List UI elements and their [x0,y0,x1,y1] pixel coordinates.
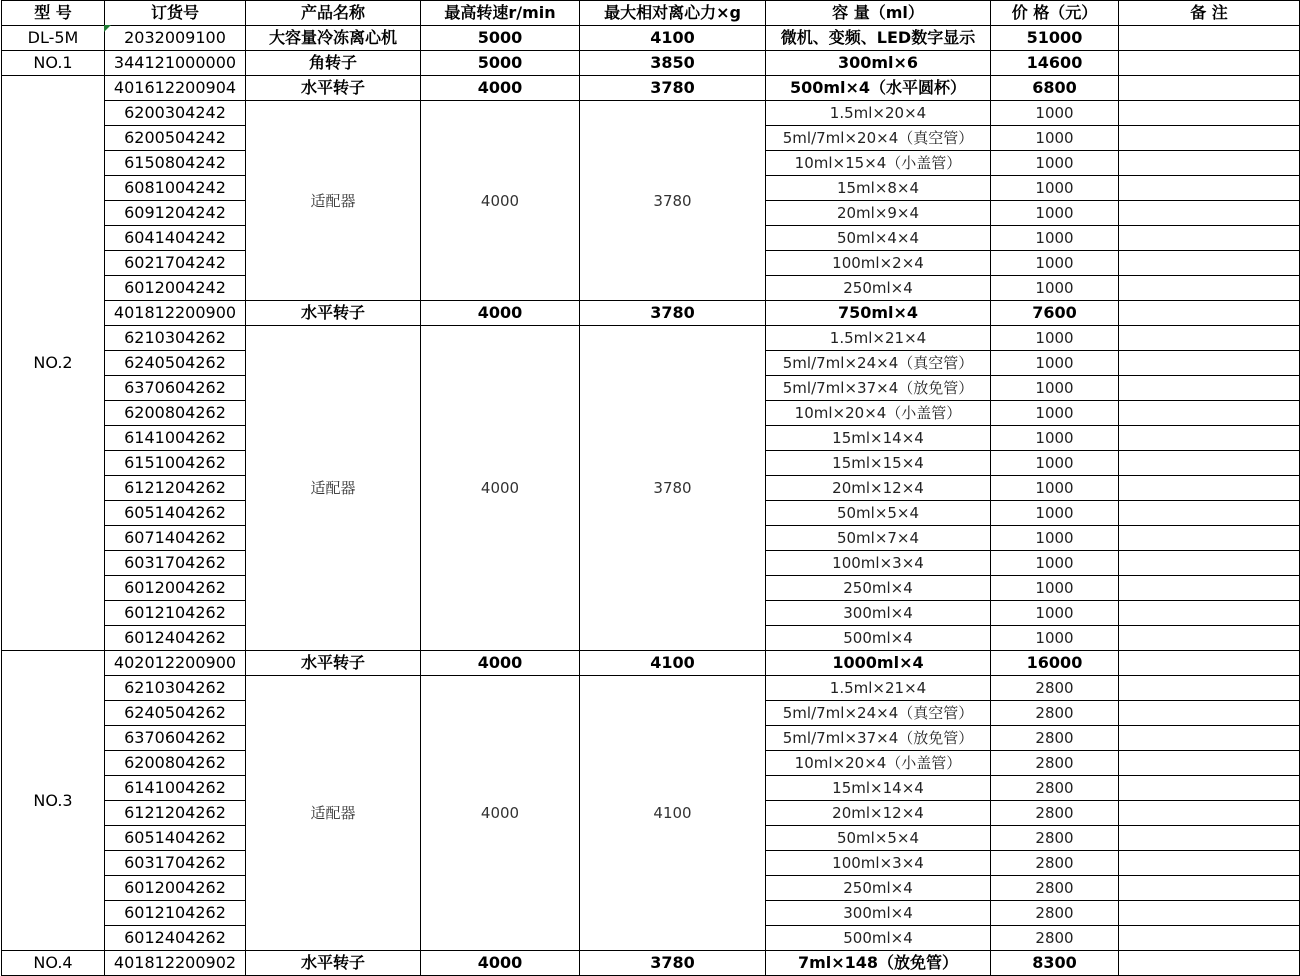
remark-cell[interactable] [1119,51,1300,76]
price-cell[interactable]: 8300 [991,951,1119,976]
header-max-rcf[interactable]: 最大相对离心力×g [580,1,766,26]
max-rcf-cell[interactable]: 3850 [580,51,766,76]
capacity-cell[interactable]: 1.5ml×21×4 [766,676,991,701]
order-no-cell[interactable]: 6091204242 [105,201,246,226]
remark-cell[interactable] [1119,701,1300,726]
capacity-cell[interactable]: 100ml×2×4 [766,251,991,276]
price-cell[interactable]: 2800 [991,926,1119,951]
price-cell[interactable]: 2800 [991,876,1119,901]
product-name-cell[interactable]: 适配器 [246,101,421,301]
table-row [2,651,1300,676]
capacity-cell[interactable]: 15ml×14×4 [766,776,991,801]
price-cell[interactable]: 1000 [991,601,1119,626]
capacity-cell[interactable]: 500ml×4（水平圆杯） [766,76,991,101]
price-cell[interactable]: 6800 [991,76,1119,101]
table-row [2,301,1300,326]
product-name-cell[interactable]: 水平转子 [246,76,421,101]
table-row [2,326,1300,351]
model-cell[interactable]: NO.4 [2,951,105,976]
header-row [2,1,1300,26]
capacity-cell[interactable]: 50ml×5×4 [766,826,991,851]
header-max-speed[interactable]: 最高转速r/min [421,1,580,26]
remark-cell[interactable] [1119,351,1300,376]
order-no-cell[interactable]: 6210304262 [105,676,246,701]
price-cell[interactable]: 1000 [991,101,1119,126]
order-no-cell[interactable]: 6370604262 [105,726,246,751]
capacity-cell[interactable]: 100ml×3×4 [766,551,991,576]
max-rcf-cell[interactable]: 3780 [580,951,766,976]
model-cell[interactable]: DL-5M [2,26,105,51]
max-rcf-cell[interactable]: 4100 [580,651,766,676]
order-no-cell[interactable]: 6012004262 [105,576,246,601]
remark-cell[interactable] [1119,251,1300,276]
order-no-cell[interactable]: 6071404262 [105,526,246,551]
capacity-cell[interactable]: 10ml×15×4（小盖管） [766,151,991,176]
order-no-cell[interactable]: 6240504262 [105,351,246,376]
max-rcf-cell[interactable]: 4100 [580,676,766,951]
capacity-cell[interactable]: 750ml×4 [766,301,991,326]
price-cell[interactable]: 2800 [991,826,1119,851]
capacity-cell[interactable]: 1.5ml×20×4 [766,101,991,126]
max-rcf-cell[interactable]: 3780 [580,301,766,326]
product-name-cell[interactable]: 适配器 [246,676,421,951]
price-cell[interactable]: 2800 [991,676,1119,701]
price-cell[interactable]: 1000 [991,401,1119,426]
capacity-cell[interactable]: 5ml/7ml×24×4（真空管） [766,701,991,726]
capacity-cell[interactable]: 300ml×4 [766,601,991,626]
remark-cell[interactable] [1119,401,1300,426]
remark-cell[interactable] [1119,201,1300,226]
product-name-cell[interactable]: 适配器 [246,326,421,651]
capacity-cell[interactable]: 500ml×4 [766,926,991,951]
order-no-cell[interactable]: 6012104262 [105,901,246,926]
table-row [2,951,1300,976]
price-cell[interactable]: 1000 [991,151,1119,176]
remark-cell[interactable] [1119,926,1300,951]
header-capacity[interactable]: 容 量（ml） [766,1,991,26]
remark-cell[interactable] [1119,376,1300,401]
capacity-cell[interactable]: 100ml×3×4 [766,851,991,876]
price-cell[interactable]: 1000 [991,576,1119,601]
table-row [2,676,1300,701]
price-cell[interactable]: 1000 [991,626,1119,651]
capacity-cell[interactable]: 5ml/7ml×37×4（放免管） [766,726,991,751]
remark-cell[interactable] [1119,126,1300,151]
order-no-cell[interactable]: 6200504242 [105,126,246,151]
max-speed-cell[interactable]: 4000 [421,676,580,951]
price-cell[interactable]: 16000 [991,651,1119,676]
remark-cell[interactable] [1119,276,1300,301]
capacity-cell[interactable]: 10ml×20×4（小盖管） [766,401,991,426]
price-cell[interactable]: 1000 [991,176,1119,201]
capacity-cell[interactable]: 250ml×4 [766,576,991,601]
price-cell[interactable]: 1000 [991,126,1119,151]
order-no-cell[interactable]: 344121000000 [105,51,246,76]
order-no-cell[interactable]: 6021704242 [105,251,246,276]
table-row [2,26,1300,51]
price-table [1,0,1300,976]
comment-indicator-icon [104,25,111,32]
price-cell[interactable]: 2800 [991,801,1119,826]
capacity-cell[interactable]: 1000ml×4 [766,651,991,676]
remark-cell[interactable] [1119,801,1300,826]
price-cell[interactable]: 1000 [991,376,1119,401]
capacity-cell[interactable]: 50ml×5×4 [766,501,991,526]
price-cell[interactable]: 2800 [991,851,1119,876]
order-no-cell[interactable]: 6012004262 [105,876,246,901]
model-cell[interactable]: NO.3 [2,651,105,951]
remark-cell[interactable] [1119,901,1300,926]
product-name-cell[interactable]: 水平转子 [246,951,421,976]
price-cell[interactable]: 1000 [991,426,1119,451]
price-cell[interactable]: 1000 [991,551,1119,576]
remark-cell[interactable] [1119,26,1300,51]
order-no-cell[interactable]: 6151004262 [105,451,246,476]
remark-cell[interactable] [1119,526,1300,551]
order-no-cell[interactable]: 6200804262 [105,401,246,426]
remark-cell[interactable] [1119,776,1300,801]
price-cell[interactable]: 1000 [991,451,1119,476]
order-no-cell[interactable]: 6031704262 [105,851,246,876]
capacity-cell[interactable]: 7ml×148（放免管） [766,951,991,976]
max-speed-cell[interactable]: 4000 [421,76,580,101]
capacity-cell[interactable]: 300ml×6 [766,51,991,76]
capacity-cell[interactable]: 微机、变频、LED数字显示 [766,26,991,51]
price-cell[interactable]: 2800 [991,901,1119,926]
order-no-cell[interactable]: 6370604262 [105,376,246,401]
order-no-cell[interactable]: 401812200900 [105,301,246,326]
capacity-cell[interactable]: 5ml/7ml×20×4（真空管） [766,126,991,151]
order-no-cell[interactable]: 6200804262 [105,751,246,776]
remark-cell[interactable] [1119,301,1300,326]
price-cell[interactable]: 2800 [991,751,1119,776]
order-no-cell[interactable]: 6031704262 [105,551,246,576]
price-cell[interactable]: 1000 [991,351,1119,376]
remark-cell[interactable] [1119,226,1300,251]
price-cell[interactable]: 1000 [991,276,1119,301]
price-cell[interactable]: 51000 [991,26,1119,51]
remark-cell[interactable] [1119,326,1300,351]
order-no-cell[interactable]: 402012200900 [105,651,246,676]
max-speed-cell[interactable]: 5000 [421,51,580,76]
remark-cell[interactable] [1119,426,1300,451]
capacity-cell[interactable]: 50ml×7×4 [766,526,991,551]
remark-cell[interactable] [1119,626,1300,651]
remark-cell[interactable] [1119,76,1300,101]
order-no-cell[interactable]: 6012104262 [105,601,246,626]
remark-cell[interactable] [1119,651,1300,676]
max-speed-cell[interactable]: 4000 [421,651,580,676]
order-no-cell[interactable]: 6012004242 [105,276,246,301]
price-cell[interactable]: 1000 [991,501,1119,526]
order-no-cell[interactable]: 6200304242 [105,101,246,126]
remark-cell[interactable] [1119,601,1300,626]
remark-cell[interactable] [1119,826,1300,851]
order-no-cell[interactable]: 6240504262 [105,701,246,726]
price-cell[interactable]: 1000 [991,526,1119,551]
order-no-cell[interactable]: 6051404262 [105,826,246,851]
table-row [2,101,1300,126]
capacity-cell[interactable]: 50ml×4×4 [766,226,991,251]
max-speed-cell[interactable]: 4000 [421,101,580,301]
remark-cell[interactable] [1119,876,1300,901]
table-row [2,76,1300,101]
price-cell[interactable]: 1000 [991,226,1119,251]
model-cell[interactable]: NO.2 [2,76,105,651]
price-cell[interactable]: 1000 [991,326,1119,351]
order-no-cell[interactable]: 6041404242 [105,226,246,251]
model-cell[interactable]: NO.1 [2,51,105,76]
order-no-cell[interactable]: 6081004242 [105,176,246,201]
max-rcf-cell[interactable]: 3780 [580,326,766,651]
order-no-cell[interactable]: 401812200902 [105,951,246,976]
order-no-cell[interactable]: 6121204262 [105,801,246,826]
capacity-cell[interactable]: 10ml×20×4（小盖管） [766,751,991,776]
remark-cell[interactable] [1119,151,1300,176]
remark-cell[interactable] [1119,576,1300,601]
capacity-cell[interactable]: 250ml×4 [766,276,991,301]
remark-cell[interactable] [1119,726,1300,751]
capacity-cell[interactable]: 300ml×4 [766,901,991,926]
order-no-cell[interactable]: 401612200904 [105,76,246,101]
remark-cell[interactable] [1119,751,1300,776]
capacity-cell[interactable]: 20ml×12×4 [766,476,991,501]
capacity-cell[interactable]: 5ml/7ml×37×4（放免管） [766,376,991,401]
max-rcf-cell[interactable]: 4100 [580,26,766,51]
max-rcf-cell[interactable]: 3780 [580,101,766,301]
price-cell[interactable]: 1000 [991,476,1119,501]
price-cell[interactable]: 2800 [991,701,1119,726]
price-cell[interactable]: 1000 [991,201,1119,226]
max-speed-cell[interactable]: 4000 [421,301,580,326]
product-name-cell[interactable]: 水平转子 [246,651,421,676]
capacity-cell[interactable]: 5ml/7ml×24×4（真空管） [766,351,991,376]
order-no-cell[interactable]: 6121204262 [105,476,246,501]
remark-cell[interactable] [1119,951,1300,976]
capacity-cell[interactable]: 1.5ml×21×4 [766,326,991,351]
product-name-cell[interactable]: 大容量冷冻离心机 [246,26,421,51]
order-no-cell[interactable]: 6210304262 [105,326,246,351]
remark-cell[interactable] [1119,501,1300,526]
capacity-cell[interactable]: 15ml×15×4 [766,451,991,476]
price-cell[interactable]: 2800 [991,776,1119,801]
order-no-cell[interactable]: 2032009100 [105,26,246,51]
order-no-cell[interactable]: 6012404262 [105,926,246,951]
capacity-cell[interactable]: 500ml×4 [766,626,991,651]
price-cell[interactable]: 14600 [991,51,1119,76]
header-remark[interactable]: 备 注 [1119,1,1300,26]
capacity-cell[interactable]: 20ml×12×4 [766,801,991,826]
price-cell[interactable]: 1000 [991,251,1119,276]
order-no-cell[interactable]: 6150804242 [105,151,246,176]
order-no-cell[interactable]: 6012404262 [105,626,246,651]
capacity-cell[interactable]: 20ml×9×4 [766,201,991,226]
product-name-cell[interactable]: 角转子 [246,51,421,76]
remark-cell[interactable] [1119,476,1300,501]
capacity-cell[interactable]: 15ml×14×4 [766,426,991,451]
max-rcf-cell[interactable]: 3780 [580,76,766,101]
remark-cell[interactable] [1119,101,1300,126]
remark-cell[interactable] [1119,851,1300,876]
price-cell[interactable]: 7600 [991,301,1119,326]
max-speed-cell[interactable]: 5000 [421,26,580,51]
max-speed-cell[interactable]: 4000 [421,951,580,976]
order-no-cell[interactable]: 6051404262 [105,501,246,526]
product-name-cell[interactable]: 水平转子 [246,301,421,326]
order-no-cell[interactable]: 6141004262 [105,426,246,451]
header-product-name[interactable]: 产品名称 [246,1,421,26]
max-speed-cell[interactable]: 4000 [421,326,580,651]
remark-cell[interactable] [1119,551,1300,576]
header-model[interactable]: 型 号 [2,1,105,26]
capacity-cell[interactable]: 15ml×8×4 [766,176,991,201]
remark-cell[interactable] [1119,676,1300,701]
capacity-cell[interactable]: 250ml×4 [766,876,991,901]
remark-cell[interactable] [1119,176,1300,201]
remark-cell[interactable] [1119,451,1300,476]
header-price[interactable]: 价 格（元） [991,1,1119,26]
table-row [2,51,1300,76]
order-no-cell[interactable]: 6141004262 [105,776,246,801]
price-cell[interactable]: 2800 [991,726,1119,751]
header-order-no[interactable]: 订货号 [105,1,246,26]
